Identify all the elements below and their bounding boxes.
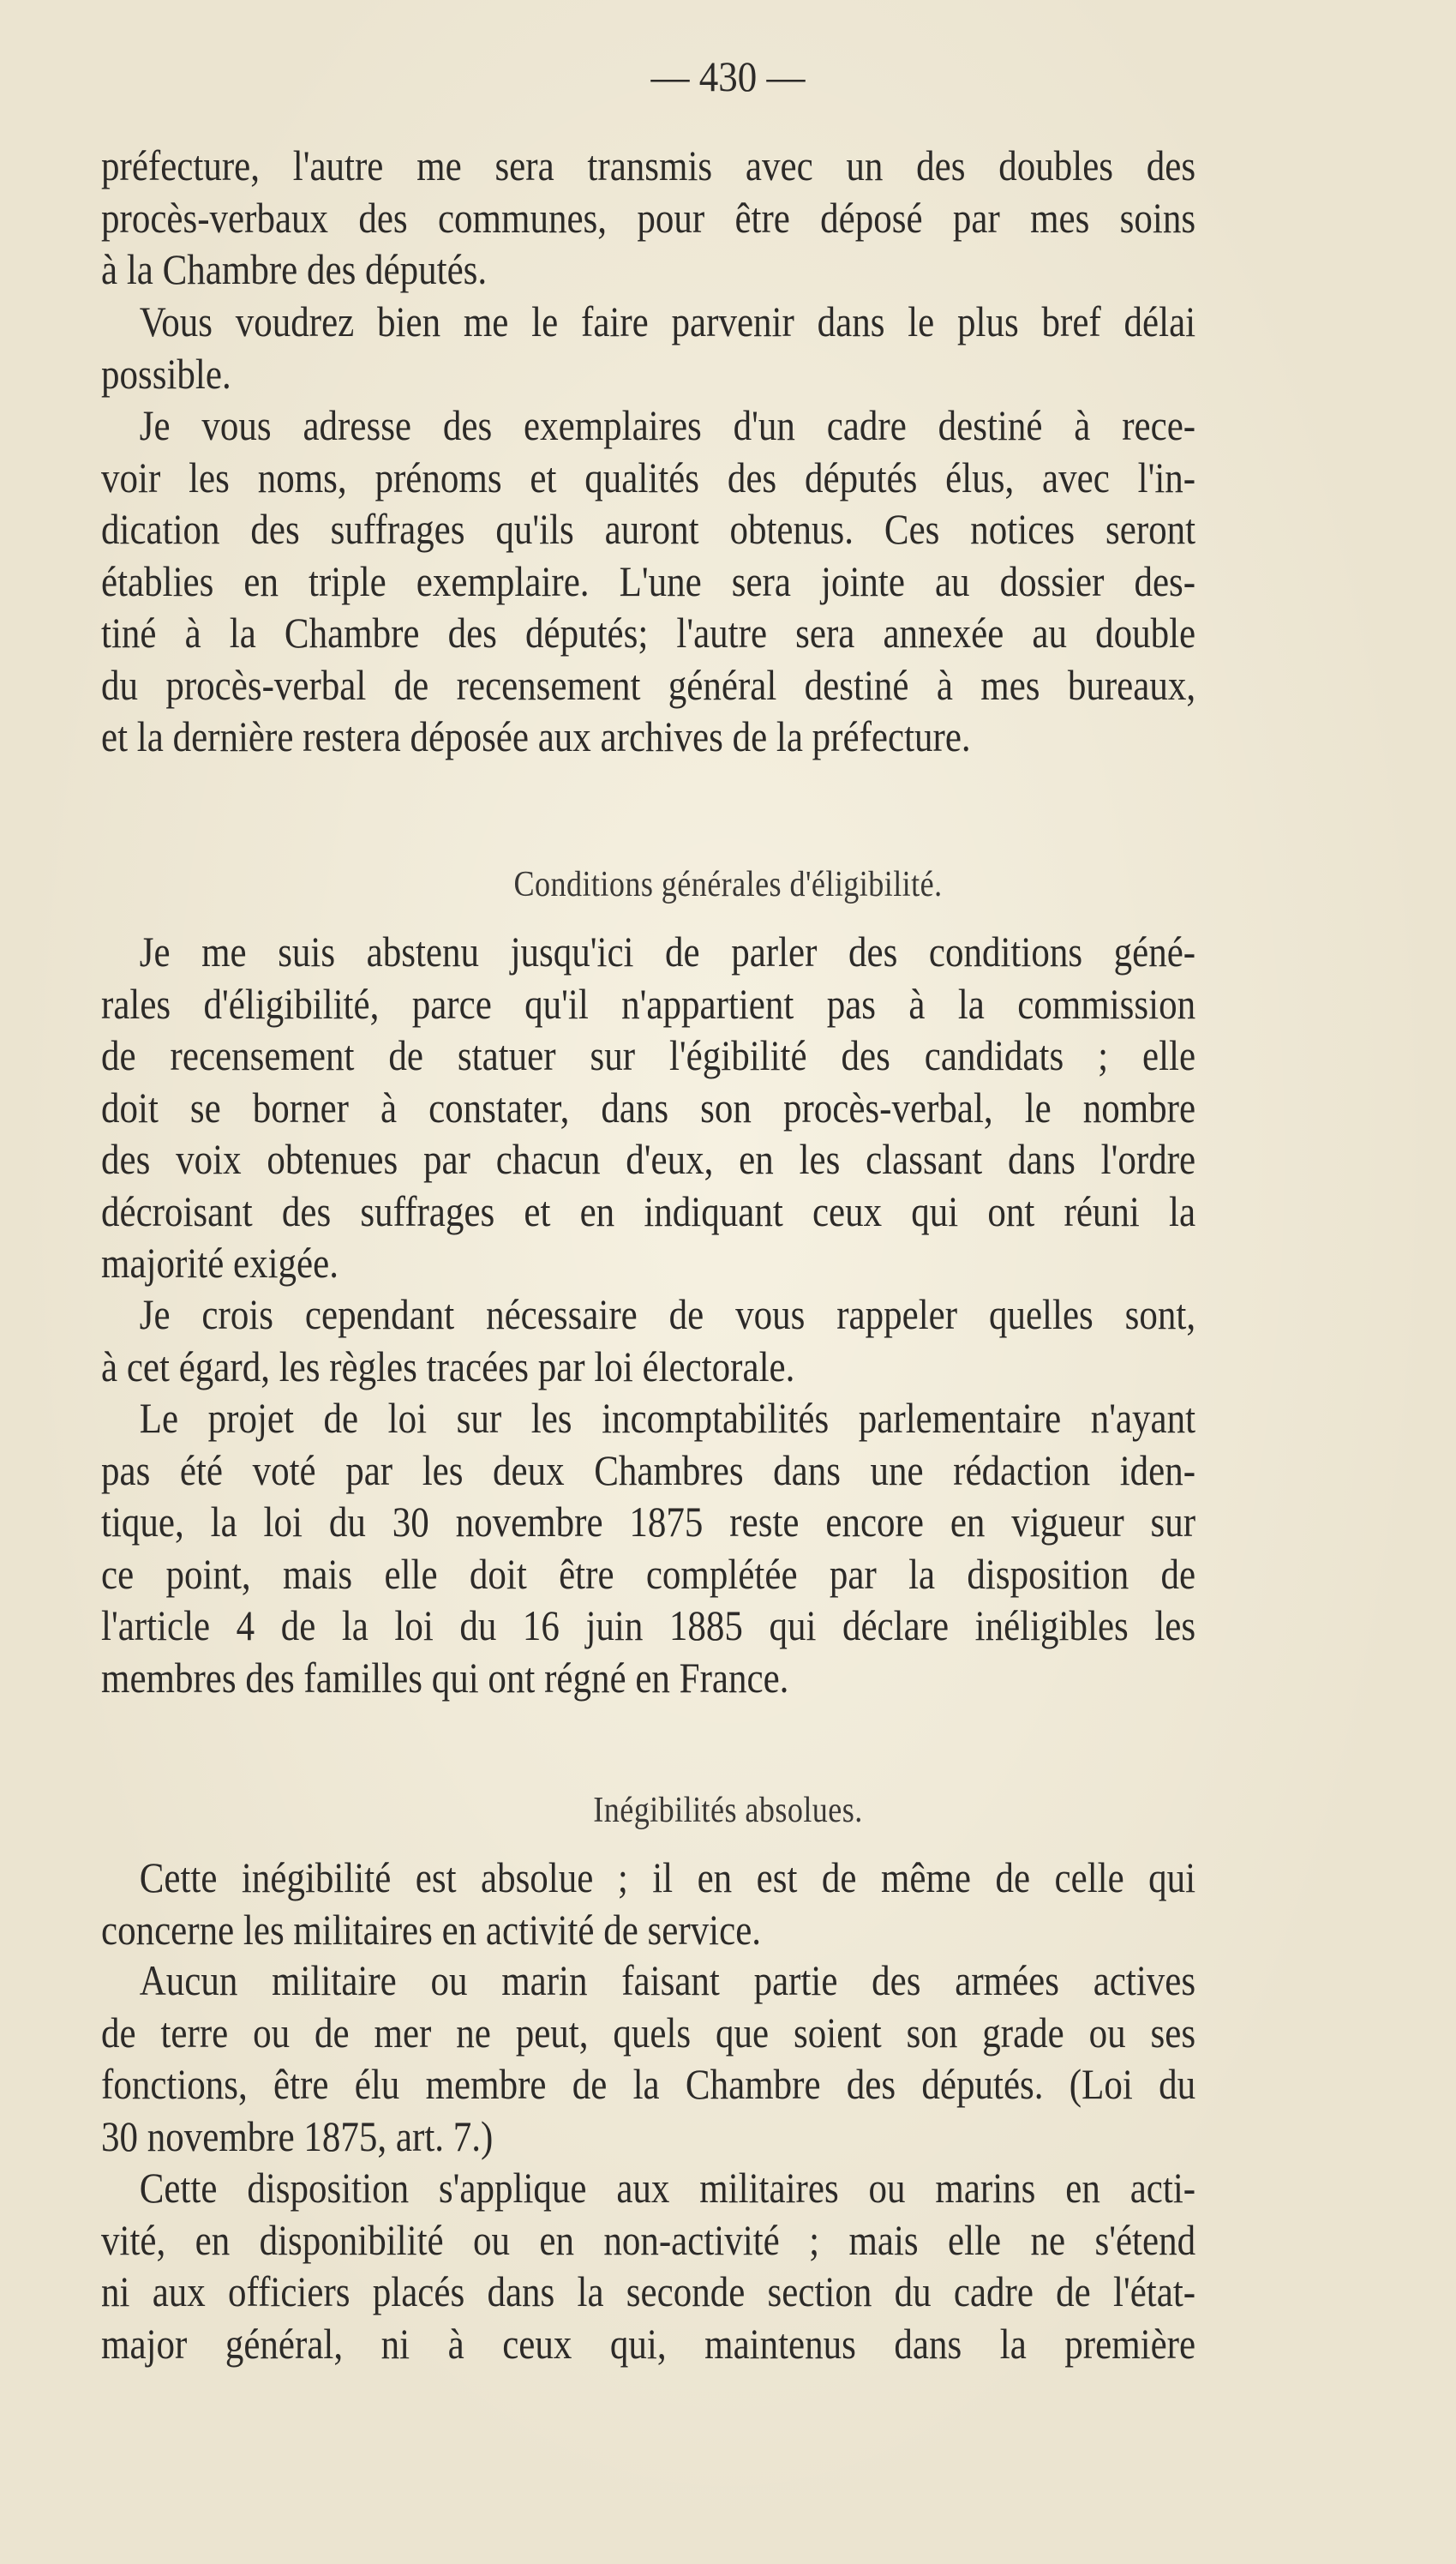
text-line: vité, en disponibilité ou en non-activité ; mais elle ne s'étend <box>101 2215 1196 2264</box>
text-line: Vous voudrez bien me le faire parvenir dans le plus bref délai <box>139 297 1196 345</box>
text-line: procès-verbaux des communes, pour être déposé par mes soins <box>101 193 1196 242</box>
page-number: — 430 — <box>650 52 806 100</box>
text-line: majorité exigée. <box>101 1239 339 1287</box>
text-line: de recensement de statuer sur l'égibilité des candidats ; elle <box>101 1031 1196 1079</box>
section-heading-eligibility: Conditions générales d'éligibilité. <box>513 865 943 904</box>
text-line: pas été voté par les deux Chambres dans une rédaction iden- <box>101 1445 1196 1494</box>
paragraph-eligibility <box>101 926 1195 1289</box>
section-heading-absolute: Inégibilités absolues. <box>593 1791 863 1830</box>
paragraph-disposition <box>101 2162 1195 2369</box>
text-line: décroisant des suffrages et en indiquant ceux qui ont réuni la <box>101 1186 1196 1235</box>
text-line: Je me suis abstenu jusqu'ici de parler des conditions géné- <box>139 928 1196 976</box>
text-line: à la Chambre des députés. <box>101 245 488 293</box>
text-line: à cet égard, les règles tracées par loi électorale. <box>101 1342 795 1390</box>
text-line: des voix obtenues par chacun d'eux, en les classant dans l'ordre <box>101 1135 1196 1183</box>
paragraph-continuation <box>101 140 1195 296</box>
paragraph-delay <box>101 296 1195 399</box>
text-line: Cette disposition s'applique aux militaires ou marins en acti- <box>139 2164 1196 2212</box>
text-line: préfecture, l'autre me sera transmis avec un des doubles des <box>101 141 1196 189</box>
paragraph-rules <box>101 1288 1195 1392</box>
text-line: Le projet de loi sur les incomptabilités parlementaire n'ayant <box>139 1394 1196 1442</box>
paragraph-absolute <box>101 1852 1195 1955</box>
text-line: du procès-verbal de recensement général destiné à mes bureaux, <box>101 660 1196 709</box>
paragraph-law <box>101 1392 1195 1703</box>
text-line: Aucun militaire ou marin faisant partie des armées actives <box>139 1956 1196 2004</box>
text-line: rales d'éligibilité, parce qu'il n'appartient pas à la commission <box>101 979 1196 1028</box>
text-line: Je crois cependant nécessaire de vous rappeler quelles sont, <box>139 1290 1196 1338</box>
text-line: 30 novembre 1875, art. 7.) <box>101 2111 494 2160</box>
text-line: possible. <box>101 349 231 398</box>
text-line: membres des familles qui ont régné en France. <box>101 1653 789 1702</box>
text-line: tiné à la Chambre des députés; l'autre sera annexée au double <box>101 609 1196 657</box>
text-line: major général, ni à ceux qui, maintenus dans la première <box>101 2319 1196 2368</box>
text-line: établies en triple exemplaire. L'une sera jointe au dossier des- <box>101 556 1196 605</box>
text-line: Cette inégibilité est absolue ; il en est de même de celle qui <box>139 1853 1196 1901</box>
paragraph-notices <box>101 399 1195 763</box>
text-line: l'article 4 de la loi du 16 juin 1885 qui déclare inéligibles les <box>101 1601 1196 1649</box>
text-line: ce point, mais elle doit être complétée par la disposition de <box>101 1549 1196 1598</box>
text-line: concerne les militaires en activité de service. <box>101 1905 762 1954</box>
text-line: de terre ou de mer ne peut, quels que soient son grade ou ses <box>101 2008 1196 2057</box>
text-line: et la dernière restera déposée aux archives de la préfecture. <box>101 712 971 760</box>
text-line: ni aux officiers placés dans la seconde section du cadre de l'état- <box>101 2267 1196 2315</box>
text-line: doit se borner à constater, dans son procès-verbal, le nombre <box>101 1083 1196 1132</box>
text-line: Je vous adresse des exemplaires d'un cadre destiné à rece- <box>139 401 1196 449</box>
text-line: dication des suffrages qu'ils auront obtenus. Ces notices seront <box>101 505 1196 553</box>
text-line: tique, la loi du 30 novembre 1875 reste encore en vigueur sur <box>101 1498 1196 1546</box>
text-line: fonctions, être élu membre de la Chambre des députés. (Loi du <box>101 2060 1196 2108</box>
paragraph-military <box>101 1955 1195 2162</box>
text-line: voir les noms, prénoms et qualités des députés élus, avec l'in- <box>101 453 1196 501</box>
